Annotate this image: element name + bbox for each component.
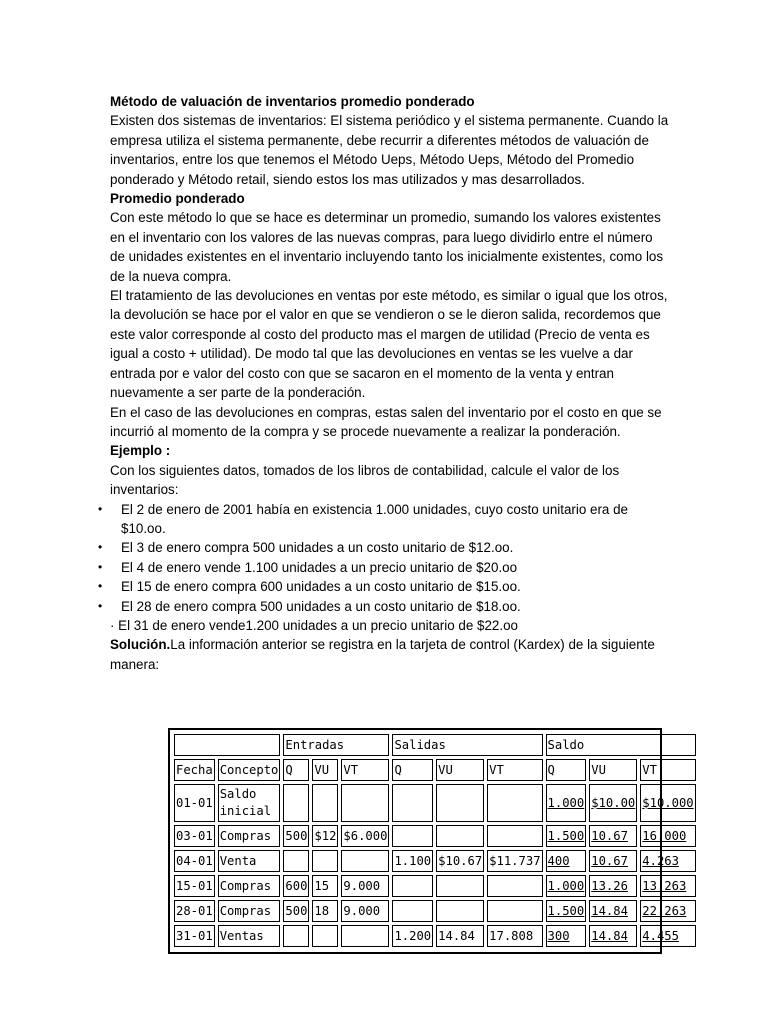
table-cell: 15-01	[174, 875, 215, 897]
table-cell: 10.67	[589, 825, 637, 847]
bullet-icon: •	[98, 501, 103, 516]
table-cell	[283, 784, 309, 822]
table-cell: Venta	[218, 850, 281, 872]
table-cell: 17.808	[487, 925, 542, 947]
table-cell	[487, 900, 542, 922]
paragraph-datos: Con los siguientes datos, tomados de los libros de contabilidad, calcule el valor de los inventarios:	[110, 462, 620, 498]
table-cell	[487, 825, 542, 847]
table-header-empty	[174, 734, 280, 756]
table-cell: 13.263	[640, 875, 695, 897]
table-cell	[392, 875, 433, 897]
table-cell	[283, 925, 309, 947]
table-cell	[487, 875, 542, 897]
table-header-group-row	[174, 734, 696, 756]
bullet-icon: •	[98, 598, 103, 613]
table-cell	[341, 925, 389, 947]
table-cell: 31-01	[174, 925, 215, 947]
table-cell	[312, 784, 338, 822]
bullet-icon: •	[98, 540, 103, 555]
table-cell: 1.500	[546, 900, 587, 922]
heading-promedio-ponderado: Promedio ponderado	[110, 191, 245, 207]
table-cell: 1.000	[546, 784, 587, 822]
table-cell	[341, 850, 389, 872]
column-header: VT	[341, 759, 389, 781]
table-row	[174, 900, 696, 922]
table-cell: $10.000	[640, 784, 695, 822]
document-title: Método de valuación de inventarios promedio ponderado	[110, 94, 475, 109]
table-cell: 16.000	[640, 825, 695, 847]
list-item: • El 15 de enero compra 600 unidades a un costo unitario de $15.oo.	[110, 577, 670, 596]
table-cell: Compras	[218, 900, 281, 922]
table-cell: $12	[312, 825, 338, 847]
column-header: Q	[392, 759, 433, 781]
table-cell: 1.500	[546, 825, 587, 847]
last-item-text: · El 31 de enero vende1.200 unidades a un precio unitario de $22.oo	[110, 617, 518, 633]
table-cell: 4.263	[640, 850, 695, 872]
column-header: VT	[640, 759, 695, 781]
table-cell: Compras	[218, 825, 281, 847]
table-cell: 18	[312, 900, 338, 922]
list-item: • El 3 de enero compra 500 unidades a un costo unitario de $12.oo.	[110, 538, 670, 557]
table-cell	[436, 900, 484, 922]
table-cell: 13.26	[589, 875, 637, 897]
table-cell: 500	[283, 900, 309, 922]
table-cell: 04-01	[174, 850, 215, 872]
list-item: • El 2 de enero de 2001 había en existencia 1.000 unidades, cuyo costo unitario era de $10.oo.	[98, 501, 628, 536]
table-cell: 03-01	[174, 825, 215, 847]
table-cell	[392, 900, 433, 922]
table-cell	[392, 784, 433, 822]
column-header: VT	[487, 759, 542, 781]
table-cell: 15	[312, 875, 338, 897]
solucion-text: La información anterior se registra en la tarjeta de control (Kardex) de la siguiente manera:	[110, 637, 655, 672]
table-cell: $6.000	[341, 825, 389, 847]
table-cell	[283, 850, 309, 872]
header-salidas: Salidas	[392, 734, 542, 756]
header-entradas: Entradas	[283, 734, 389, 756]
table-cell	[392, 825, 433, 847]
table-cell: 400	[546, 850, 587, 872]
table-cell: 4.455	[640, 925, 695, 947]
example-bullet-list	[98, 500, 670, 616]
column-header: VU	[589, 759, 637, 781]
table-cell: 9.000	[341, 900, 389, 922]
table-header-row	[174, 759, 696, 781]
table-cell	[312, 925, 338, 947]
table-row	[174, 850, 696, 872]
bullet-icon: •	[98, 559, 103, 574]
table-cell: $10.67	[436, 850, 484, 872]
column-header: Q	[283, 759, 309, 781]
table-cell: 9.000	[341, 875, 389, 897]
table-row	[174, 825, 696, 847]
table-cell: 22.263	[640, 900, 695, 922]
table-cell: Saldo inicial	[218, 784, 281, 822]
table-cell: 10.67	[589, 850, 637, 872]
list-item: • El 4 de enero vende 1.100 unidades a un precio unitario de $20.oo	[110, 558, 670, 577]
table-cell	[487, 784, 542, 822]
table-cell: 14.84	[589, 900, 637, 922]
table-cell: 300	[546, 925, 587, 947]
table-row	[174, 875, 696, 897]
table-cell: $10.00	[589, 784, 637, 822]
document-body	[98, 92, 670, 674]
column-header: Fecha	[174, 759, 215, 781]
table-cell: 14.84	[589, 925, 637, 947]
table-cell: 600	[283, 875, 309, 897]
solucion-paragraph	[110, 635, 670, 674]
table-cell	[436, 875, 484, 897]
list-item: • El 28 de enero compra 500 unidades a un costo unitario de $18.oo.	[110, 597, 670, 616]
header-saldo: Saldo	[546, 734, 696, 756]
bullet-icon: •	[98, 579, 103, 594]
heading-ejemplo: Ejemplo :	[110, 443, 171, 459]
paragraph-devoluciones-compras: En el caso de las devoluciones en compras, estas salen del inventario por el costo en que se incurrió al momento de la compra y se procede nuevamente a realizar la ponderación.	[110, 404, 662, 439]
table-cell: 1.200	[392, 925, 433, 947]
paragraph-metodo: Con este método lo que se hace es determinar un promedio, sumando los valores existentes en el inventario con los valores de las nuevas compras, para luego dividirlo entre el número de unidades existentes en el inventario incluyendo tanto los inicialmente existentes, como los de la nueva compra.	[110, 210, 664, 284]
table-cell: Ventas	[218, 925, 281, 947]
paragraph-devoluciones-ventas: El tratamiento de las devoluciones en ventas por este método, es similar o igual que los otros, la devolución se hace por el valor en que se vendieron o se le dieron salida, recordemos que este valor corresponde al costo del producto mas el margen de utilidad (Precio de venta es igual a costo + utilidad). De modo tal que las devoluciones en ventas se les vuelve a dar entrada por e valor del costo con que se sacaron en el momento de la venta y entran nuevamente a ser parte de la ponderación.	[110, 288, 668, 401]
table-cell: $11.737	[487, 850, 542, 872]
solucion-label: Solución.	[110, 637, 171, 653]
table-cell: Compras	[218, 875, 281, 897]
paragraph-sistemas: Existen dos sistemas de inventarios: El sistema periódico y el sistema permanente. Cuando la empresa utiliza el sistema permanente, debe recurrir a diferentes métodos de valuación de inventarios, entre los que tenemos el Método Ueps, Método Ueps, Método del Promedio ponderado y Método retail, siendo estos los mas utilizados y mas desarrollados.	[110, 113, 669, 187]
table-cell	[312, 850, 338, 872]
table-cell: 28-01	[174, 900, 215, 922]
table-cell	[436, 784, 484, 822]
table-cell: 1.100	[392, 850, 433, 872]
kardex-table-frame	[168, 728, 694, 954]
table-cell: 1.000	[546, 875, 587, 897]
column-header: Concepto	[218, 759, 281, 781]
column-header: VU	[436, 759, 484, 781]
column-header: Q	[546, 759, 587, 781]
table-cell: 01-01	[174, 784, 215, 822]
table-cell: 500	[283, 825, 309, 847]
kardex-table	[171, 731, 699, 950]
column-header: VU	[312, 759, 338, 781]
table-row	[174, 784, 696, 822]
table-cell: 14.84	[436, 925, 484, 947]
table-cell	[436, 825, 484, 847]
table-cell	[341, 784, 389, 822]
table-row	[174, 925, 696, 947]
